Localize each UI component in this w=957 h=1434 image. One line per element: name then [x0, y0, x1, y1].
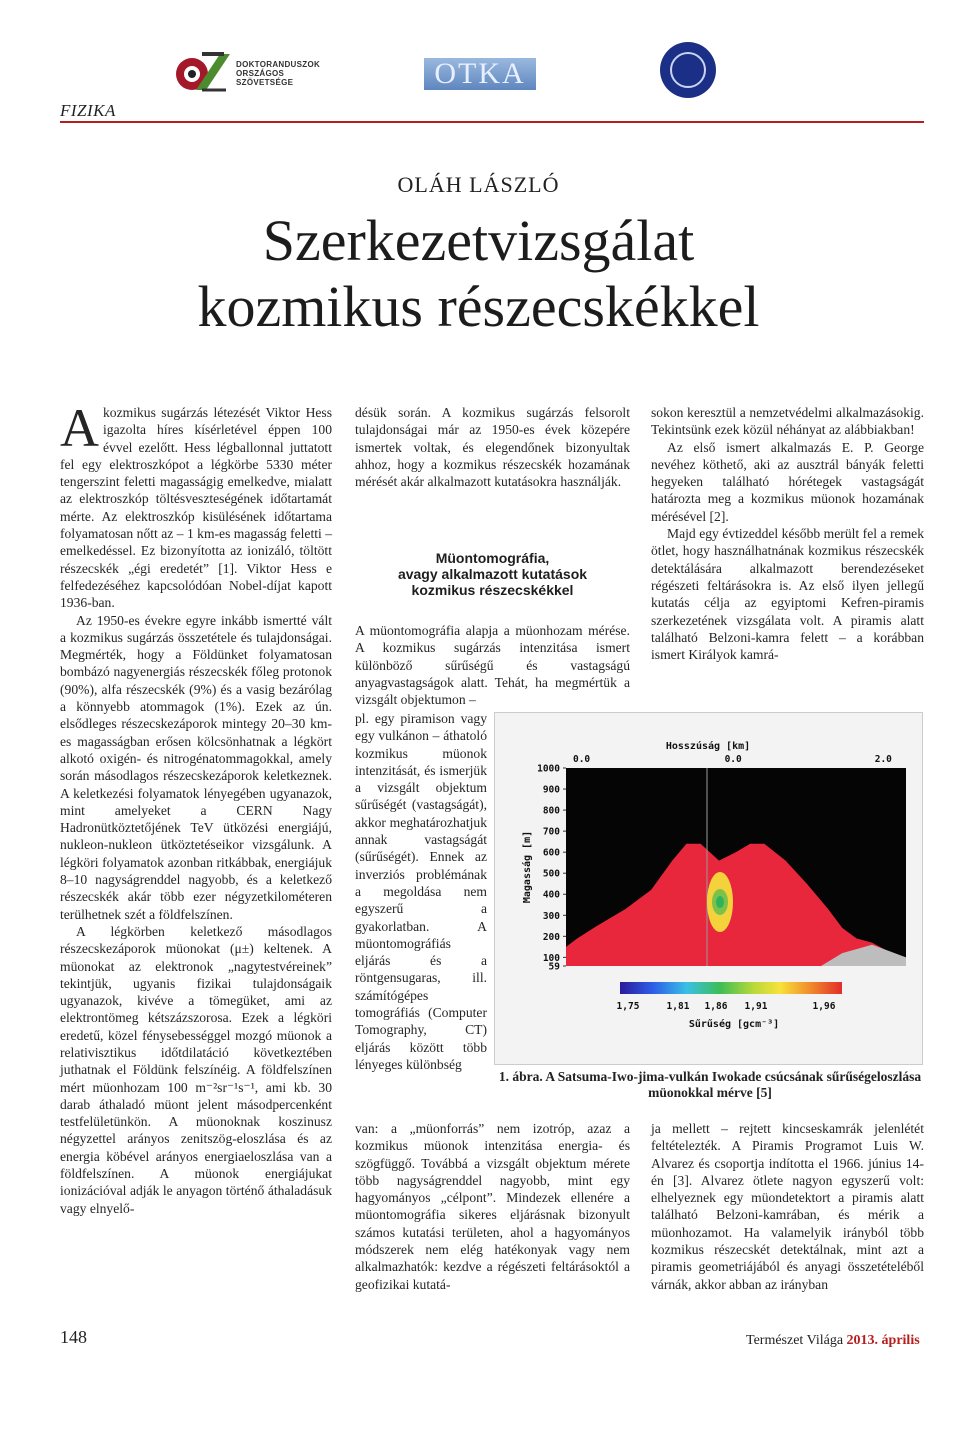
- y-tick-label: 300: [542, 910, 560, 922]
- column-2-bottom: [355, 1120, 630, 1293]
- x-ticks: [573, 754, 892, 765]
- y-tick-label: 900: [542, 784, 560, 796]
- dropcap: A: [60, 398, 99, 458]
- colorbar-tick-label: 1,81: [666, 1001, 690, 1012]
- otka-logo: OTKA: [424, 58, 536, 90]
- x-axis-label: Hosszúság [km]: [665, 741, 751, 752]
- seal-inner-ring: [670, 52, 706, 88]
- title-line-1: Szerkezetvizsgálat: [262, 208, 695, 273]
- colorbar: [620, 982, 842, 994]
- y-tick-label: 200: [542, 931, 560, 943]
- y-tick-label: 800: [542, 805, 560, 817]
- y-tick-label: 600: [542, 847, 560, 859]
- paragraph: van: a „müonforrás” nem izotróp, azaz a kozmikus müonok intenzitása energia- és szögfüggő. Továbbá a vizsgált objektum mérete több nagyságrenddel nagyobb, mint egy hagyományos „célpont”. Mindezek ellenére a müontomográfia sikeres eljárásnak bizonyult számos kutatási területen, ahol a hagyományos módszerek nem elég hatékonyak vagy nem alkalmazhatók: kezdve a régészeti feltárásoktól a geofizikai kutatá-: [355, 1121, 630, 1292]
- column-3-bottom: [651, 1120, 924, 1293]
- author-name: OLÁH LÁSZLÓ: [397, 172, 560, 197]
- y-tick-label: 59: [548, 961, 560, 973]
- y-tick-label: 1000: [537, 763, 560, 775]
- section-label: FIZIKA: [60, 101, 116, 120]
- dosz-logo-icon: [172, 46, 230, 94]
- column-2-mid: [355, 622, 630, 708]
- y-ticks: [537, 764, 566, 973]
- column-2-narrow: [355, 710, 487, 1073]
- y-tick-label: 100: [542, 952, 560, 964]
- colorbar-ticks: [617, 1001, 836, 1012]
- magazine-name: Természet Világa: [746, 1333, 844, 1348]
- x-tick-label: 2.0: [874, 754, 892, 765]
- paragraph: kozmikus sugárzás létezését Viktor Hess igazolta híres kísérletével éppen 100 évvel ezelőtt. Hess légballonnal juttatott fel egy elektroszkópot a légkörbe 5330 méter tengerszint feletti magasságig emelkedve, mialatt az elektroszkóp töltésveszteségének időtartamát mérte. Az elektroszkóp kisülésének időtartama folyamatosan nőtt az – 1 km-es magasság feletti – emelkedéssel. Ez bizonyította az ionizáló, töltött részecskék „égi eredetét” [1]. Viktor Hess e felfedezéséhez kapcsolódóan Nobel-díjat kapott 1936-ban.: [60, 405, 332, 611]
- paragraph: Majd egy évtizeddel később merült fel a remek ötlet, hogy használhatnának kozmikus részecskék detektálására alkalmazott berendezéseket régészeti feltárásokra is. Az első ilyen jellegű kutatás célja az egyiptomi Kefren-piramis szerkezetének vizsgálata volt. A piramis alatt található Belzoni-kamra felett – a korábban ismert Királyok kamrá-: [651, 526, 924, 663]
- anomaly-inner: [716, 896, 724, 908]
- column-1: [60, 398, 332, 1217]
- colorbar-tick-label: 1,86: [704, 1001, 728, 1012]
- paragraph: ja mellett – rejtett kincseskamrák jelenlétét feltételezték. A Piramis Programot Luis W. Alvarez és csoportja indította el 1966. június 14-én [3]. Alvarez ötlete nagyon egyszerű volt: elhelyeznek egy müondetektort a piramis alatt található Belzoni-kamrában, és mérik a müonhozamot. Ha valamelyik irányból több kozmikus részecskét detektálnak, mint azt a piramis geometriájából és anyagi összetételéből várnák, akkor abban az irányban: [651, 1121, 924, 1292]
- paragraph: A müontomográfia alapja a müonhozam mérése. A kozmikus sugárzás intenzitása ismert különböző sűrűségű és vastagságú anyagvastagságok alatt. Tehát, ha megmértük a vizsgált objektumon –: [355, 623, 630, 708]
- colorbar-tick-label: 1,91: [744, 1001, 768, 1012]
- issue-date: 2013. április: [846, 1333, 920, 1348]
- page-number: 148: [60, 1327, 87, 1347]
- colorbar-label: Sűrűség [gcm⁻³]: [688, 1019, 780, 1030]
- paragraph: désük során. A kozmikus sugárzás felsorolt tulajdonságai már az 1950-es évek közepére ismertek voltak, és elegendőnek bizonyultak ahhoz, hogy a kozmikus részecskék hozamának mérését akár alkalmazott kutatásokra használják.: [355, 405, 630, 490]
- paragraph: pl. egy piramison vagy egy vulkánon – áthatoló kozmikus müonok intenzitását, és ismerjük a vizsgált objektum sűrűségét (vastagságát), akkor meghatározhatjuk annak vastagságát (sűrűségét). Ennek az inverziós problémának a megoldása nem egyszerű a gyakorlatban. A müontomográfiás eljárás és a röntgensugaras, ill. számítógépes tomográfiás (Computer Tomography, CT) eljárás között több lényeges különbség: [355, 711, 487, 1072]
- paragraph: sokon keresztül a nemzetvédelmi alkalmazásokig. Tekintsünk ezek közül néhányat az alábbiakban!: [651, 405, 924, 438]
- x-tick-label: 0.0: [724, 754, 742, 765]
- x-tick-label: 0.0: [572, 754, 591, 765]
- paragraph: Az 1950-es évekre egyre inkább ismertté vált a kozmikus sugárzás összetétele és tulajdonságai. Megmérték, hogy a Földünket folyamatosan bombázó nagyenergiás részecskék főleg protonok (90%), alfa részecskék (9%) és a vasig bezárólag a könnyebb atommagok (1%). Ezek az ún. elsődleges részecskezáporok mintegy 20–30 km-es magasságban erősen kölcsönhatnak a légkört alkotó oxigén- és nitrogénatommagokkal, amely során másodlagos részecskezáporok keletkeznek. A keletkezési folyamatok lényegében ugyanazok, mint amelyeket a CERN Nagy Hadronütköztetőjének TeV ütközési energiájú, nukleon-nukleon ütköztetéseikor vizsgálunk. A légköri folyamatok azonban ritkábbak, energiájuk 8–10 nagyságrenddel nagyobb, és a keletkező részecskék akár több ezer négyzetkilométeren terülhetnek szét a földfelszínen.: [60, 612, 332, 922]
- dosz-org-name: DOKTORANDUSZOK ORSZÁGOS SZÖVETSÉGE: [236, 60, 321, 87]
- column-3-top: [651, 404, 924, 663]
- y-axis-label: Magasság [m]: [522, 830, 533, 904]
- paragraph: Az első ismert alkalmazás E. P. George nevéhez köthető, aki az ausztrál bányák feletti hegyeken található hórétegek vastagságát határozta meg a kozmikus müonok hozamának mérésével [2].: [651, 439, 924, 524]
- paragraph: A légkörben keletkező másodlagos részecskezáporok müonokat (μ±) keltenek. A müonokat az elektronok „nagytestvéreinek” tekintjük, ugyanis fizikai tulajdonságaik ugyanazok, kivéve a tömegüket, ami az elektrontömeg kétszázszorosa. Ezek a légköri eredetű, közel fénysebességgel mozgó müonok a relativisztikus időtdilatáció következtében juthatnak el Földünk felszínéig. A földfelszínen mért müonhozam 100 m⁻²sr⁻¹s⁻¹, ami kb. 30 darab áthaladó müont jelent másodpercenként testfelületünkön. A müonoknak koszinusz négyzettel arányos zenitszög-eloszlása és az energia köbével arányos energiaeloszlása van a földfelszínen. A müonok energiájukat ionizációval adják le anyagon történő áthaladásuk vagy elnyelő-: [60, 923, 332, 1216]
- density-chart: [494, 712, 923, 1065]
- subheading: Müontomográfia, avagy alkalmazott kutatások kozmikus részecskékkel: [397, 550, 588, 598]
- figure-caption: 1. ábra. A Satsuma-Iwo-jima-vulkán Iwokade csúcsának sűrűségeloszlása müonokkal mérve [5]: [498, 1069, 922, 1100]
- colorbar-tick-label: 1,96: [812, 1001, 836, 1012]
- article-title: [0, 208, 957, 340]
- title-line-2: kozmikus részecskékkel: [197, 274, 760, 339]
- y-tick-label: 400: [542, 889, 560, 901]
- header-rule: [60, 121, 924, 123]
- y-tick-label: 500: [542, 868, 560, 880]
- y-tick-label: 700: [542, 826, 560, 838]
- magazine-footer: [746, 1333, 920, 1349]
- colorbar-tick-label: 1,75: [616, 1001, 640, 1012]
- column-2-top: [355, 404, 630, 490]
